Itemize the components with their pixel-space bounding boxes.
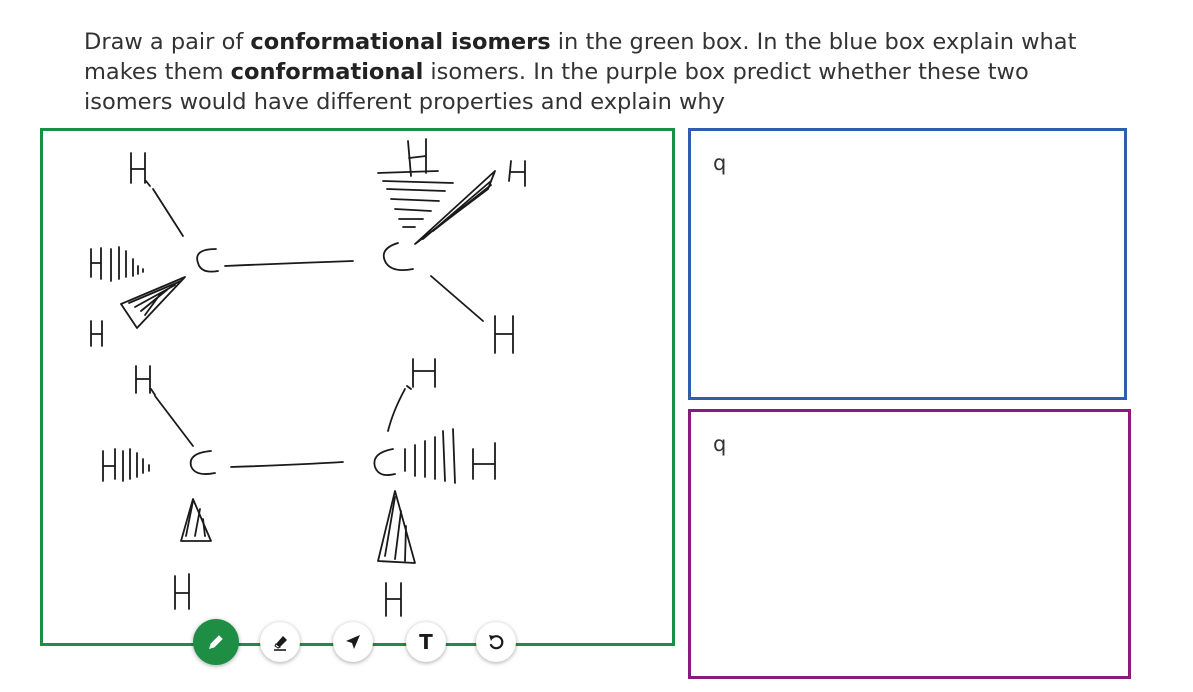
eraser-icon — [270, 632, 290, 652]
prompt-text: makes them — [84, 59, 231, 85]
answer-text[interactable]: q — [713, 432, 727, 456]
pen-tool-button[interactable] — [193, 619, 239, 665]
select-tool-button[interactable] — [333, 622, 373, 662]
explanation-box-blue[interactable] — [688, 128, 1127, 400]
prompt-text: Draw a pair of — [84, 29, 251, 55]
undo-icon — [486, 632, 506, 652]
pencil-icon — [206, 632, 226, 652]
question-prompt — [84, 27, 1144, 117]
prediction-box-purple[interactable] — [688, 409, 1131, 679]
prompt-text: in the green box. In the blue box explain what — [550, 29, 1077, 55]
pointer-arrow-icon — [343, 632, 363, 652]
drawing-canvas-green[interactable] — [40, 128, 675, 646]
prompt-text: isomers. In the purple box predict whether these two — [423, 59, 1029, 85]
drawing-toolbar — [193, 618, 523, 666]
text-icon: T — [419, 630, 433, 654]
prompt-bold-term: conformational isomers — [250, 29, 551, 55]
prompt-bold-term: conformational — [230, 59, 424, 85]
answer-text[interactable]: q — [713, 151, 727, 175]
prompt-text: isomers would have different properties and explain why — [84, 89, 725, 115]
handwritten-drawing — [43, 131, 672, 643]
undo-tool-button[interactable] — [476, 622, 516, 662]
eraser-tool-button[interactable] — [260, 622, 300, 662]
text-tool-button[interactable] — [406, 622, 446, 662]
